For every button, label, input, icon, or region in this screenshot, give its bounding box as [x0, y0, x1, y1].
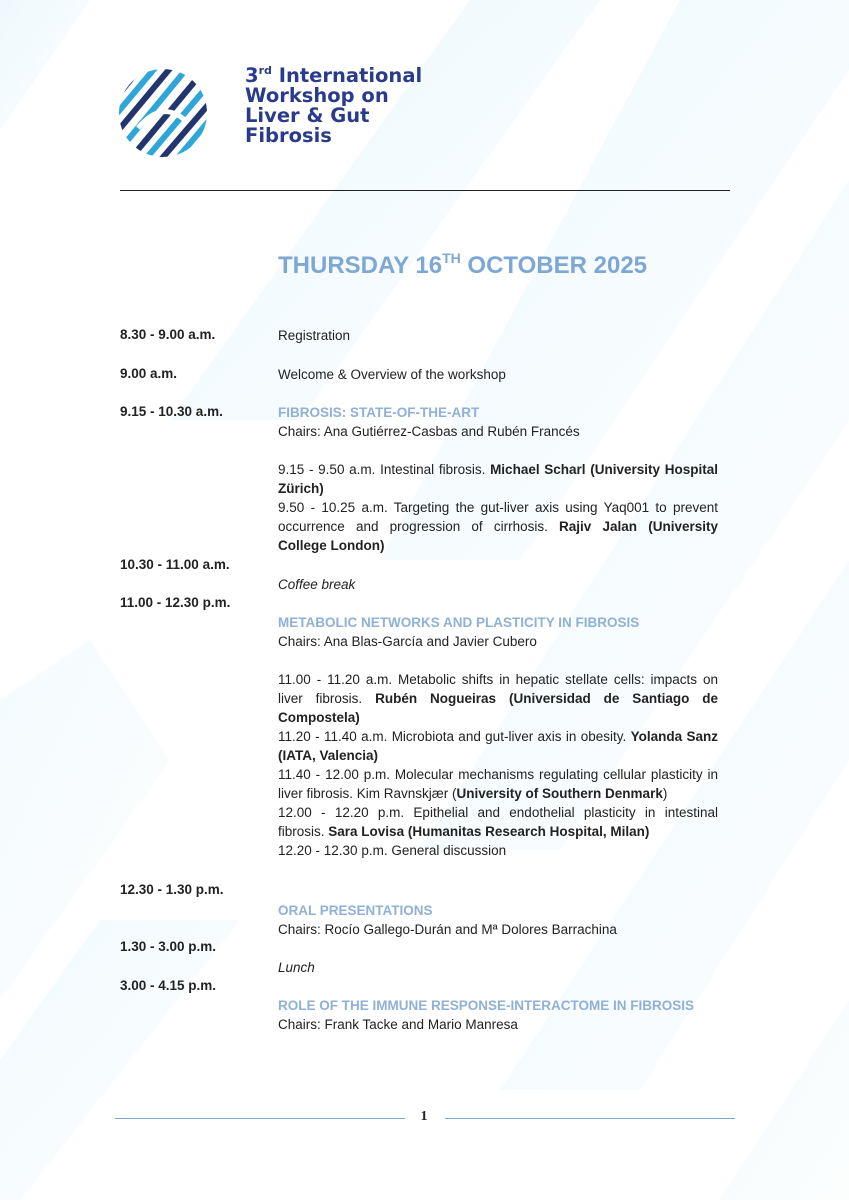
session-chairs: Chairs: Rocío Gallego-Durán and Mª Dolores Barrachina: [278, 922, 617, 937]
header-divider: [120, 190, 730, 191]
page-number: 1: [420, 1109, 428, 1124]
footer-divider-left: [115, 1118, 405, 1119]
schedule-item: Coffee break: [278, 577, 356, 592]
schedule-time: 12.30 - 1.30 p.m.: [120, 882, 224, 897]
schedule-time: 1.30 - 3.00 p.m.: [120, 939, 217, 954]
schedule-time: 10.30 - 11.00 a.m.: [120, 557, 230, 572]
session-heading: FIBROSIS: STATE-OF-THE-ART: [278, 405, 480, 420]
session-heading: METABOLIC NETWORKS AND PLASTICITY IN FIBROSIS: [278, 615, 640, 630]
page-title: THURSDAY 16TH OCTOBER 2025: [278, 250, 648, 279]
workshop-logo-text: 3rd International Workshop on Liver & Gut Fibrosis: [245, 64, 423, 147]
talk-item: 12.20 - 12.30 p.m. General discussion: [278, 843, 507, 858]
schedule-time: 9.00 a.m.: [120, 366, 178, 381]
schedule-time: 3.00 - 4.15 p.m.: [120, 978, 217, 993]
schedule-time: 9.15 - 10.30 a.m.: [120, 404, 223, 419]
talk-item: 11.00 - 11.20 a.m. Metabolic shifts in hepatic stellate cells: impacts on liver fibrosis. Rubén Nogueiras (Universidad de Santiago de Compostela): [278, 672, 718, 725]
talk-item: 9.50 - 10.25 a.m. Targeting the gut-liver axis using Yaq001 to prevent occurrence and progression of cirrhosis. Rajiv Jalan (University College London): [278, 500, 718, 553]
talk-item: 9.15 - 9.50 a.m. Intestinal fibrosis. Michael Scharl (University Hospital Zürich): [278, 462, 718, 496]
talk-item: 12.00 - 12.20 p.m. Epithelial and endothelial plasticity in intestinal fibrosis. Sara Lovisa (Humanitas Research Hospital, Milan): [278, 805, 718, 839]
schedule-time: 8.30 - 9.00 a.m.: [120, 327, 216, 342]
schedule-item: Welcome & Overview of the workshop: [278, 367, 506, 382]
schedule-item: Lunch: [278, 960, 315, 975]
session-heading: ORAL PRESENTATIONS: [278, 903, 433, 918]
session-chairs: Chairs: Ana Blas-García and Javier Cubero: [278, 634, 537, 649]
schedule-item: Registration: [278, 328, 351, 343]
talk-item: 11.20 - 11.40 a.m. Microbiota and gut-liver axis in obesity. Yolanda Sanz (IATA, Valencia): [278, 729, 718, 763]
session-block: [278, 613, 718, 860]
workshop-logo-icon: [118, 68, 228, 158]
session-chairs: Chairs: Frank Tacke and Mario Manresa: [278, 1017, 518, 1032]
session-block: [278, 901, 718, 939]
session-chairs: Chairs: Ana Gutiérrez-Casbas and Rubén Francés: [278, 424, 580, 439]
session-block: [278, 996, 718, 1034]
schedule-time: 11.00 - 12.30 p.m.: [120, 595, 231, 610]
session-heading: ROLE OF THE IMMUNE RESPONSE-INTERACTOME IN FIBROSIS: [278, 998, 695, 1013]
talk-item: 11.40 - 12.00 p.m. Molecular mechanisms regulating cellular plasticity in liver fibrosis. Kim Ravnskjær (University of Southern Denmark): [278, 767, 718, 801]
session-block: [278, 403, 718, 555]
footer-divider-right: [445, 1118, 735, 1119]
